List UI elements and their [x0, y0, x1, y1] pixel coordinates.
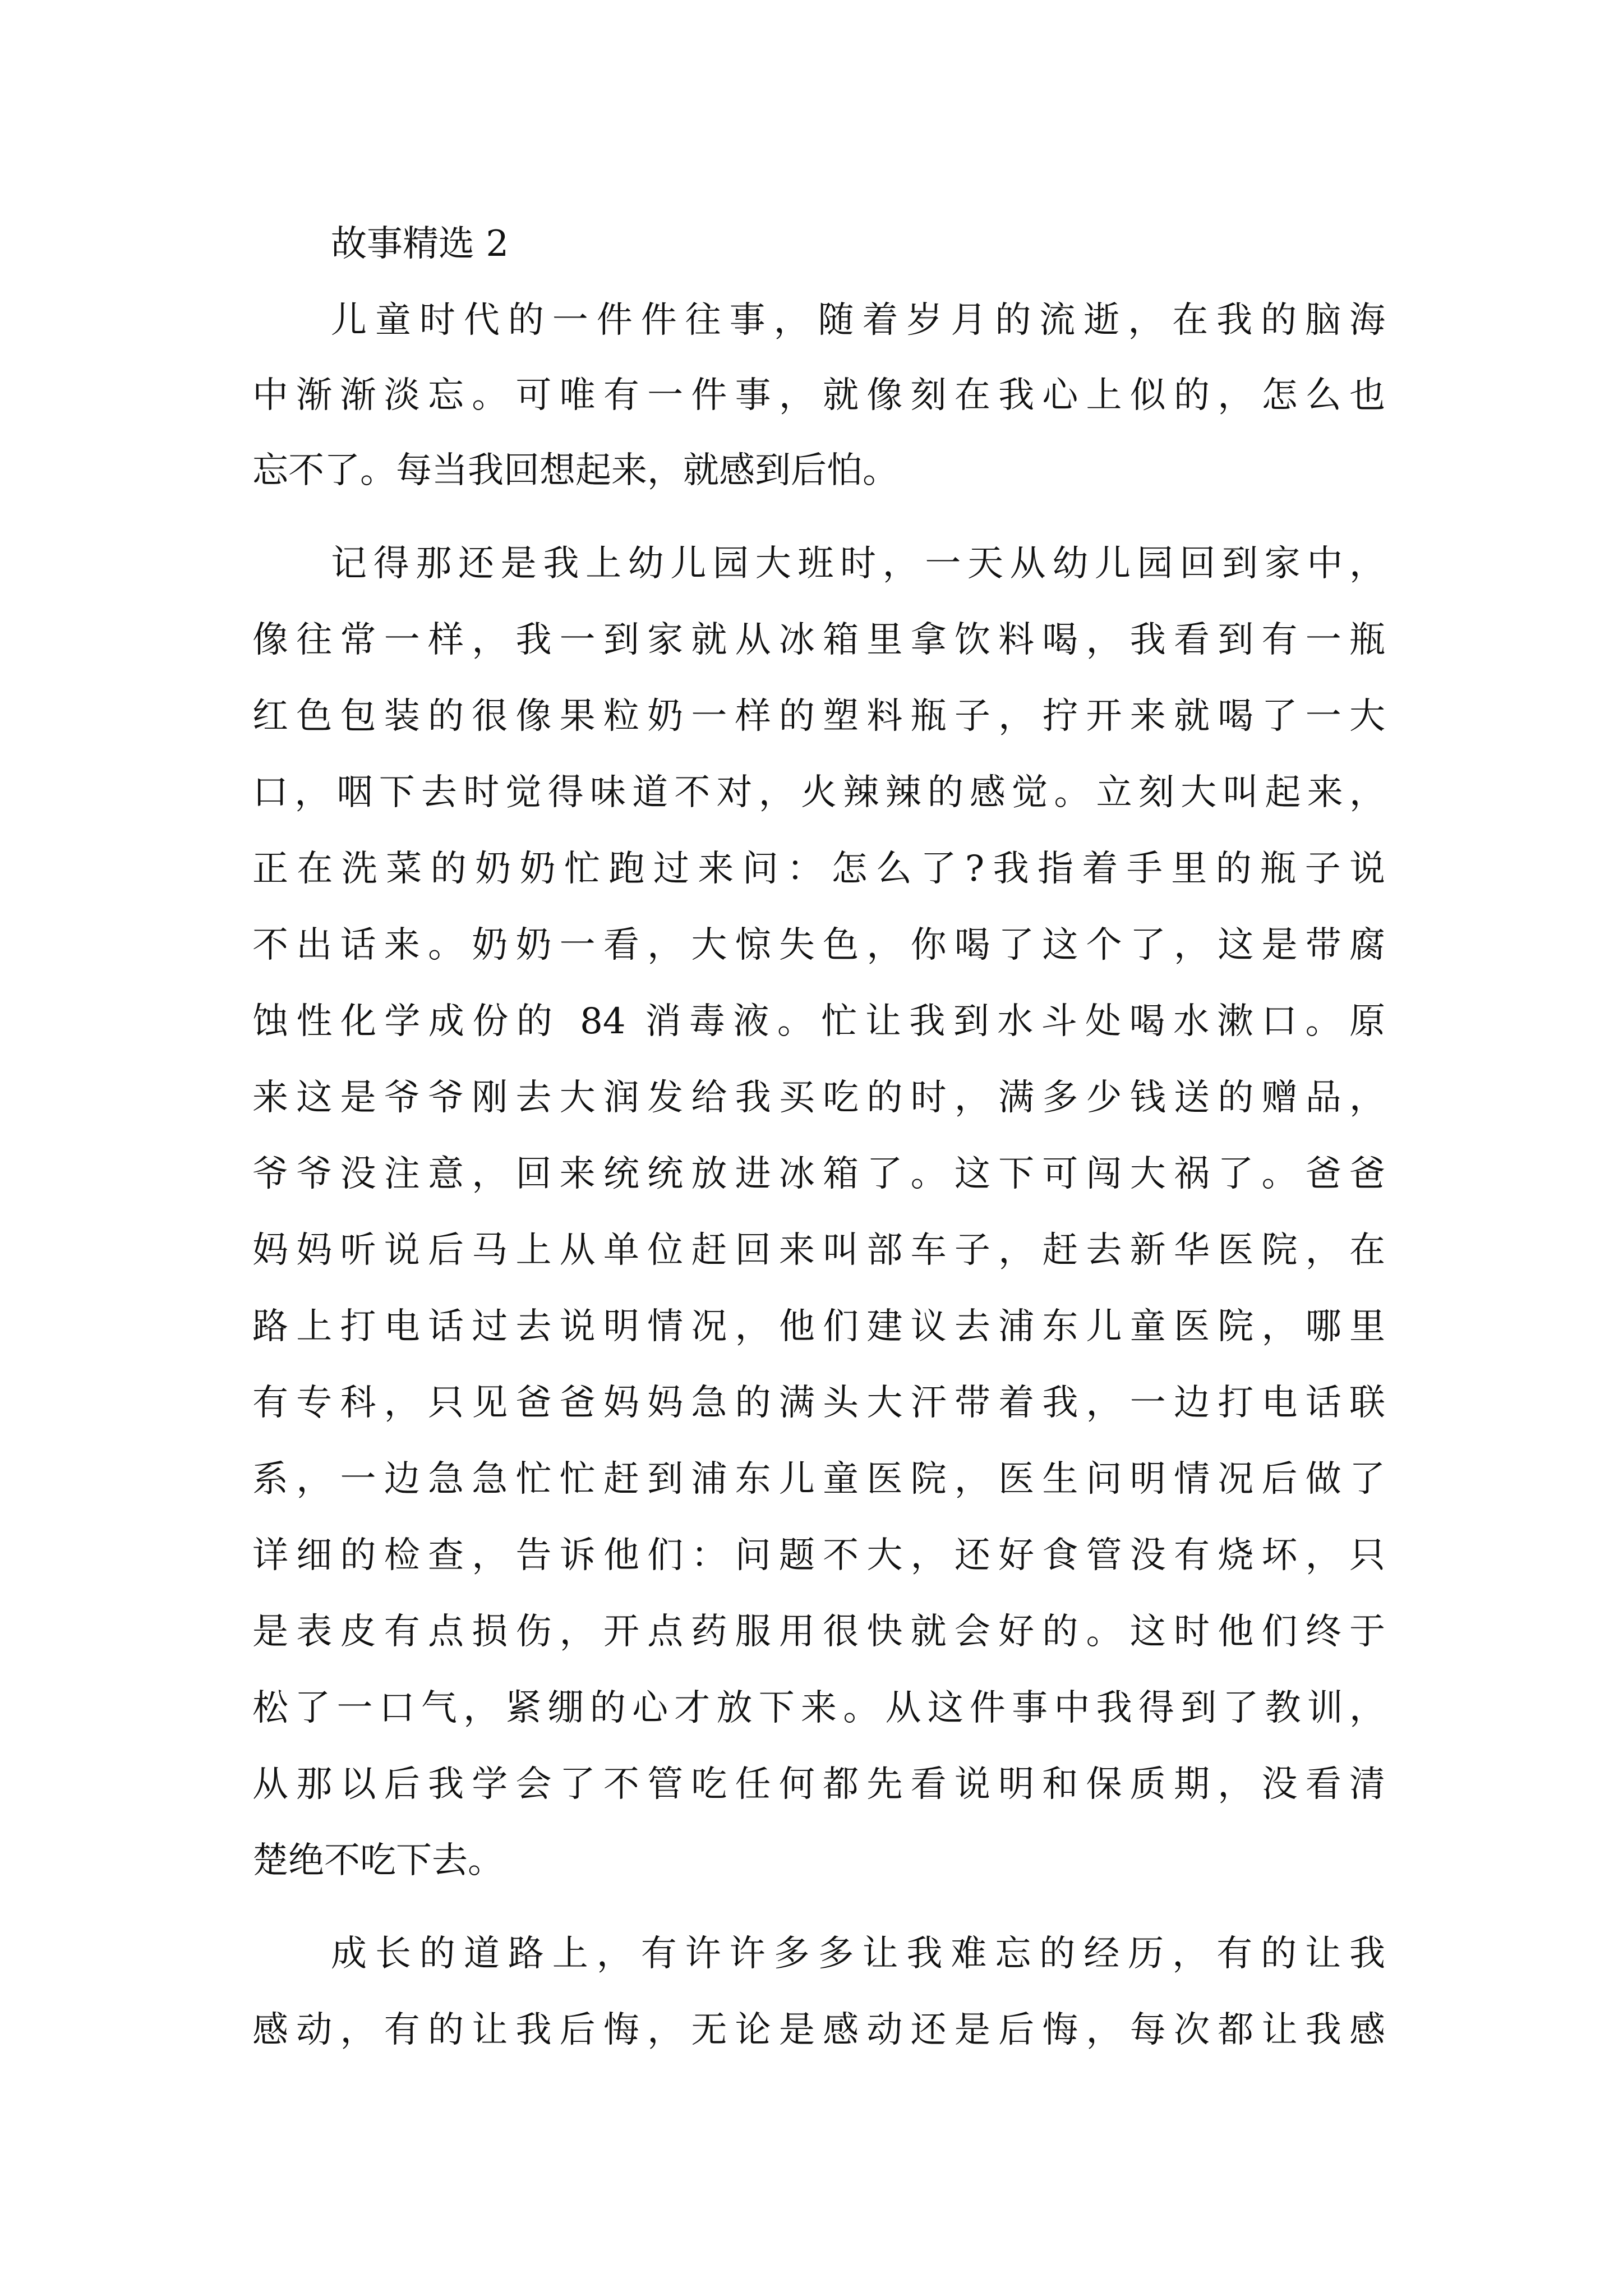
- paragraph-2-line-6: 不出话来。奶奶一看，大惊失色，你喝了这个了，这是带腐: [252, 924, 1385, 966]
- paragraph-2-line-11: 路上打电话过去说明情况，他们建议去浦东儿童医院，哪里: [252, 1306, 1385, 1347]
- paragraph-2-line-12: 有专科，只见爸爸妈妈急的满头大汗带着我，一边打电话联: [252, 1382, 1385, 1424]
- paragraph-2-line-10: 妈妈听说后马上从单位赶回来叫部车子，赶去新华医院，在: [252, 1230, 1385, 1271]
- paragraph-3-line-2: 感动，有的让我后悔，无论是感动还是后悔，每次都让我感: [252, 2009, 1385, 2051]
- paragraph-2-line-18: 楚绝不吃下去。: [252, 1840, 504, 1881]
- paragraph-2-line-17: 从那以后我学会了不管吃任何都先看说明和保质期，没看清: [252, 1764, 1385, 1805]
- paragraph-2-line-4: 口，咽下去时觉得味道不对，火辣辣的感觉。立刻大叫起来，: [252, 772, 1385, 813]
- paragraph-2-line-3: 红色包装的很像果粒奶一样的塑料瓶子，拧开来就喝了一大: [252, 696, 1385, 737]
- paragraph-1-line-3: 忘不了。每当我回想起来，就感到后怕。: [252, 450, 898, 491]
- paragraph-2-line-8: 来这是爷爷刚去大润发给我买吃的时，满多少钱送的赠品，: [252, 1077, 1385, 1119]
- paragraph-1-line-1: 儿童时代的一件件往事，随着岁月的流逝，在我的脑海: [331, 300, 1385, 341]
- paragraph-3-line-1: 成长的道路上，有许许多多让我难忘的经历，有的让我: [331, 1933, 1385, 1975]
- paragraph-2-line-16: 松了一口气，紧绷的心才放下来。从这件事中我得到了教训，: [252, 1687, 1385, 1729]
- paragraph-1-line-2: 中渐渐淡忘。可唯有一件事，就像刻在我心上似的，怎么也: [252, 375, 1385, 416]
- paragraph-2-line-14: 详细的检查，告诉他们：问题不大，还好食管没有烧坏，只: [252, 1535, 1385, 1576]
- paragraph-2-line-15: 是表皮有点损伤，开点药服用很快就会好的。这时他们终于: [252, 1611, 1385, 1653]
- document-title: 故事精选 2: [331, 223, 509, 265]
- paragraph-2-line-7: 蚀性化学成份的 84 消毒液。忙让我到水斗处喝水漱口。原: [252, 1001, 1385, 1042]
- paragraph-2-line-5: 正在洗菜的奶奶忙跑过来问：怎么了?我指着手里的瓶子说: [252, 848, 1385, 890]
- paragraph-2-line-13: 系，一边急急忙忙赶到浦东儿童医院，医生问明情况后做了: [252, 1458, 1385, 1500]
- paragraph-2-line-2: 像往常一样，我一到家就从冰箱里拿饮料喝，我看到有一瓶: [252, 619, 1385, 661]
- paragraph-2-line-9: 爷爷没注意，回来统统放进冰箱了。这下可闯大祸了。爸爸: [252, 1153, 1385, 1195]
- paragraph-2-line-1: 记得那还是我上幼儿园大班时，一天从幼儿园回到家中，: [331, 543, 1385, 585]
